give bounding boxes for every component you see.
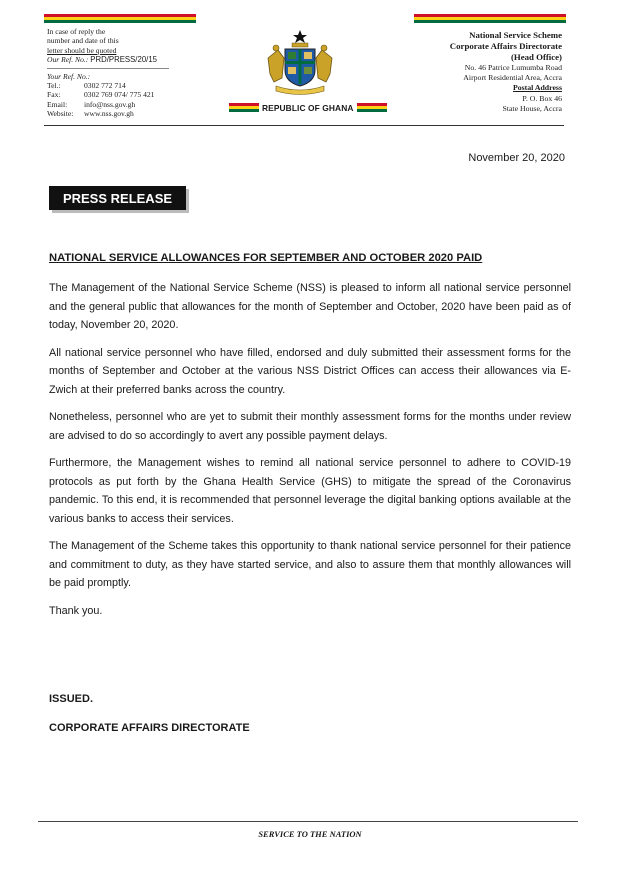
republic-of-ghana-banner xyxy=(229,102,389,113)
office-label: (Head Office) xyxy=(510,52,562,62)
press-release-badge: PRESS RELEASE xyxy=(49,186,186,210)
signatory: CORPORATE AFFAIRS DIRECTORATE xyxy=(49,722,250,734)
paragraph-thank-you: Thank you. xyxy=(49,604,103,617)
postal-label: Postal Address xyxy=(512,83,562,93)
footer-divider xyxy=(38,821,578,822)
flag-stripe-right xyxy=(414,14,566,23)
divider xyxy=(47,68,169,69)
reply-note: In case of reply the number and date of this letter should be quoted xyxy=(47,27,119,55)
paragraph: The Management of the National Service Scheme (NSS) is pleased to inform all national service personnel and the general public that allowances for the month of September and October, 2020 have been paid as of today, November 20, 2020. xyxy=(49,282,571,331)
directorate-name: Corporate Affairs Directorate xyxy=(449,41,562,51)
address-line: No. 46 Patrice Lumumba Road xyxy=(464,63,562,72)
issued-label: ISSUED. xyxy=(49,693,94,705)
org-name: National Service Scheme xyxy=(469,30,562,40)
letter-body xyxy=(49,279,571,629)
letter-date: November 20, 2020 xyxy=(468,152,565,164)
footer-motto: SERVICE TO THE NATION xyxy=(258,829,362,839)
address-line: Airport Residential Area, Accra xyxy=(463,73,562,83)
postal-line: P. O. Box 46 xyxy=(522,93,562,103)
flag-stripe-small xyxy=(229,103,259,112)
our-ref: Our Ref. No.: PRD/PRESS/20/15 xyxy=(47,55,157,65)
contact-website: Website: www.nss.gov.gh xyxy=(47,109,134,119)
republic-of-ghana-label: REPUBLIC OF GHANA xyxy=(262,102,354,113)
coat-of-arms-icon xyxy=(262,28,338,96)
postal-line: State House, Accra xyxy=(502,103,562,113)
reference-block xyxy=(47,27,247,119)
paragraph: The Management of the Scheme takes this opportunity to thank national service personnel for their patience and commitment to duty, as they have started service, and also to assure them that monthly allowances will be paid promptly. xyxy=(49,540,571,589)
contact-tel: Tel.: 0302 772 714 xyxy=(47,81,126,91)
paragraph: Nonetheless, personnel who are yet to submit their monthly assessment forms for the months under review are advised to do so accordingly to avert any possible payment delays. xyxy=(49,411,571,442)
organization-address xyxy=(382,30,562,114)
document-title: NATIONAL SERVICE ALLOWANCES FOR SEPTEMBER AND OCTOBER 2020 PAID xyxy=(49,252,483,264)
contact-fax: Fax: 0302 769 074/ 775 421 xyxy=(47,90,155,100)
your-ref: Your Ref. No.: xyxy=(47,71,91,81)
flag-stripe-left xyxy=(44,14,196,23)
paragraph: Furthermore, the Management wishes to remind all national service personnel to adhere to COVID-19 protocols as put forth by the Ghana Health Service (GHS) to mitigate the spread of the Coronavirus pandemic. To this end, it is recommended that personnel leverage the digital banking options available at the various banks to access their services. xyxy=(49,457,571,525)
contact-email: Email: info@nss.gov.gh xyxy=(47,99,136,109)
paragraph: All national service personnel who have filled, endorsed and duly submitted their assessment forms for the months of September and October at the various NSS District Offices can access their allowances via E-Zwich at their preferred banks across the country. xyxy=(49,346,571,396)
header-divider xyxy=(44,125,564,126)
